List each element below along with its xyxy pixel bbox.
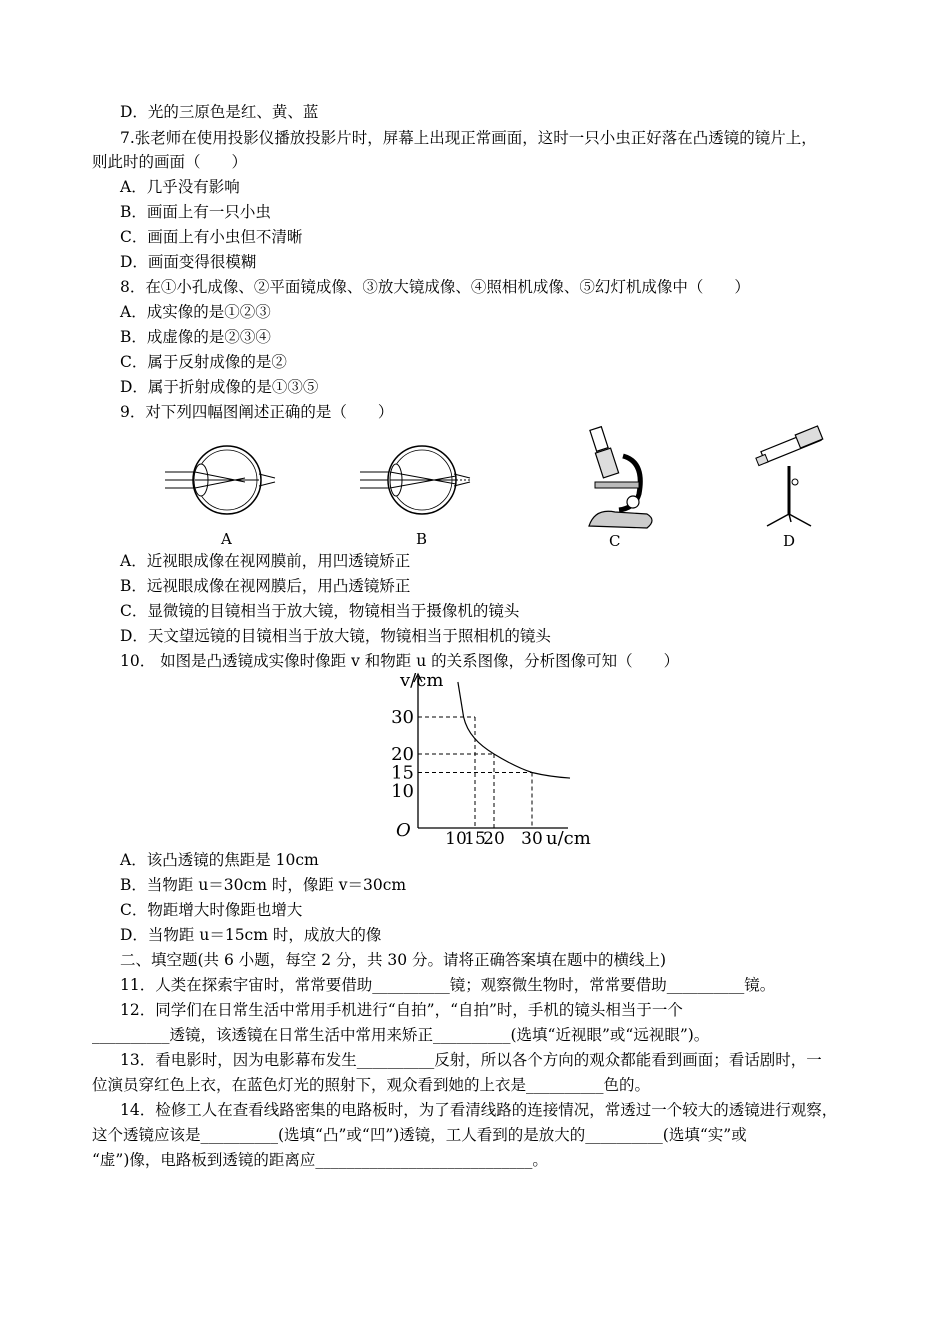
text-line: 10． 如图是凸透镜成实像时像距 v 和物距 u 的关系图像，分析图像可知（ ） xyxy=(120,652,680,670)
text-line: D．天文望远镜的目镜相当于放大镜，物镜相当于照相机的镜头 xyxy=(120,627,551,645)
x-tick-label: 30 xyxy=(521,829,543,849)
text-line: 8．在①小孔成像、②平面镜成像、③放大镜成像、④照相机成像、⑤幻灯机成像中（ ） xyxy=(120,278,750,296)
y-tick-label: 20 xyxy=(391,744,414,765)
text-line: “虚”)像，电路板到透镜的距离应____________________________。 xyxy=(92,1151,548,1169)
microscope-icon xyxy=(589,427,652,550)
text-line: A．该凸透镜的焦距是 10cm xyxy=(120,851,319,869)
text-line: B．成虚像的是②③④ xyxy=(120,328,271,346)
y-tick-label: 10 xyxy=(391,781,414,802)
text-line: 这个透镜应该是__________(选填“凸”或“凹”)透镜，工人看到的是放大的__________(选填“实”或 xyxy=(92,1126,747,1144)
x-tick-label: 10 xyxy=(445,829,467,849)
text-line: D．属于折射成像的是①③⑤ xyxy=(120,378,319,396)
text-line: __________透镜，该透镜在日常生活中常用来矫正__________(选填“近视眼”或“远视眼”)。 xyxy=(92,1026,710,1044)
text-line: 14．检修工人在查看线路密集的电路板时，为了看清线路的连接情况，常透过一个较大的透镜进行观察， xyxy=(120,1101,838,1119)
text-line: A．近视眼成像在视网膜前，用凹透镜矫正 xyxy=(120,552,411,570)
text-line: A．成实像的是①②③ xyxy=(120,303,271,321)
q9-label-a: A xyxy=(221,530,232,548)
text-line: 位演员穿红色上衣，在蓝色灯光的照射下，观众看到她的上衣是__________色的。 xyxy=(92,1076,651,1094)
text-line: B．远视眼成像在视网膜后，用凸透镜矫正 xyxy=(120,577,411,595)
q9-label-c: C xyxy=(609,532,621,550)
series-line-top xyxy=(458,682,464,717)
x-tick-label: 20 xyxy=(483,829,505,849)
eye-diagram-b xyxy=(360,446,472,548)
q9-label-b: B xyxy=(416,530,428,548)
y-axis-label: v/cm xyxy=(400,670,444,691)
q10-v-u-chart xyxy=(378,670,608,852)
text-line: C．显微镜的目镜相当于放大镜，物镜相当于摄像机的镜头 xyxy=(120,602,520,620)
x-axis-label: u/cm xyxy=(546,828,591,849)
text-line: B．当物距 u＝30cm 时，像距 v＝30cm xyxy=(120,876,407,894)
text-line: B．画面上有一只小虫 xyxy=(120,203,271,221)
text-line: 13．看电影时，因为电影幕布发生__________反射，所以各个方向的观众都能看到画面；看话剧时，一 xyxy=(120,1051,822,1069)
q9-label-d: D xyxy=(783,532,796,550)
text-line: 则此时的画面（ ） xyxy=(92,153,248,171)
eye-diagram-a xyxy=(165,446,275,548)
telescope-icon xyxy=(756,426,823,550)
text-line: D．画面变得很模糊 xyxy=(120,253,257,271)
text-line: 12．同学们在日常生活中常用手机进行“自拍”，“自拍”时，手机的镜头相当于一个 xyxy=(120,1001,683,1019)
y-tick-label: 30 xyxy=(391,707,414,728)
series-line xyxy=(464,717,570,778)
text-line: C．属于反射成像的是② xyxy=(120,353,287,371)
text-line: D．光的三原色是红、黄、蓝 xyxy=(120,103,319,121)
text-line: 11．人类在探索宇宙时，常常要借助__________镜；观察微生物时，常常要借助__________镜。 xyxy=(120,976,776,994)
q9-figure xyxy=(155,422,835,552)
text-line: 9．对下列四幅图阐述正确的是（ ） xyxy=(120,403,394,421)
origin-label: O xyxy=(396,820,411,841)
text-line: C．画面上有小虫但不清晰 xyxy=(120,228,303,246)
text-line: A．几乎没有影响 xyxy=(120,178,240,196)
x-tick-label: 15 xyxy=(464,829,486,849)
text-line: 二、填空题(共 6 小题，每空 2 分，共 30 分。请将正确答案填在题中的横线上) xyxy=(120,951,667,969)
text-line: 7.张老师在使用投影仪播放投影片时，屏幕上出现正常画面，这时一只小虫正好落在凸透镜的镜片上， xyxy=(120,129,817,147)
text-line: C．物距增大时像距也增大 xyxy=(120,901,303,919)
text-line: D．当物距 u＝15cm 时，成放大的像 xyxy=(120,926,382,944)
y-tick-label: 15 xyxy=(391,762,414,784)
